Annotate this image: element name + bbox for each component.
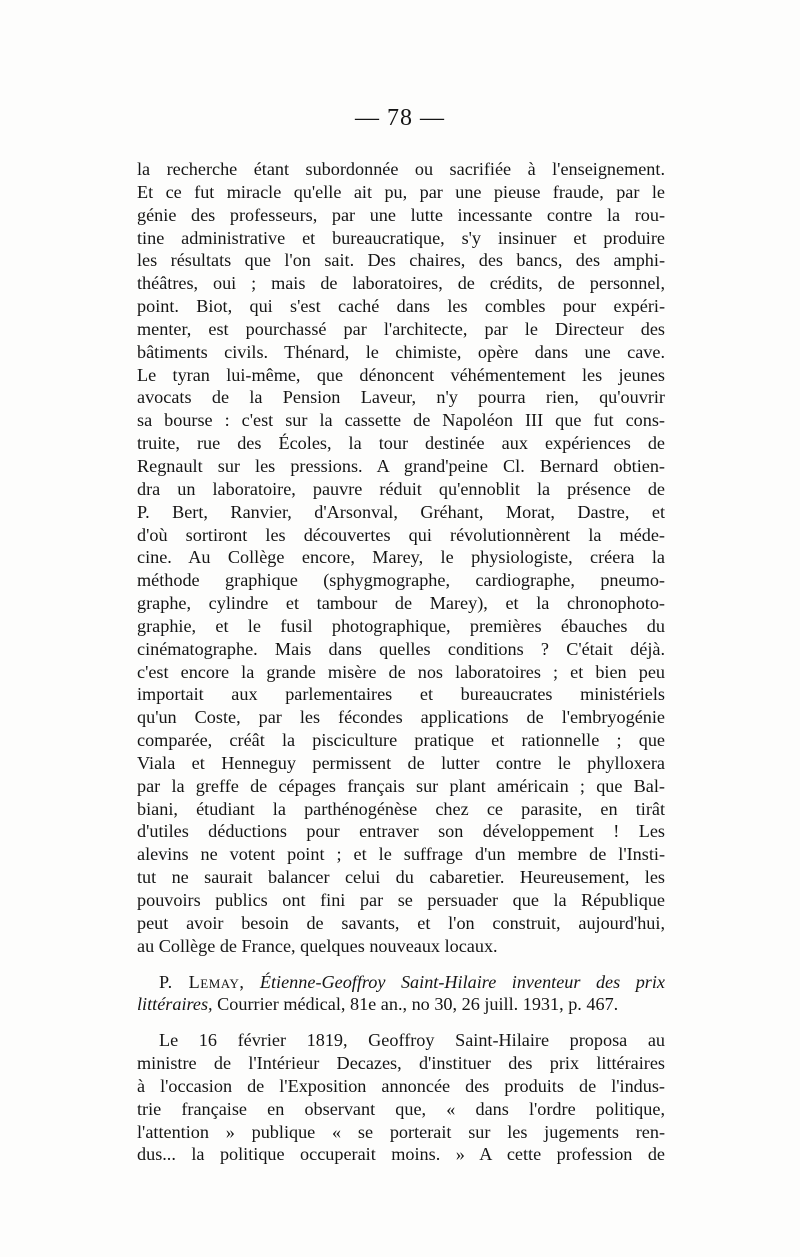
- text-line: au Collège de France, quelques nouveaux locaux.: [137, 935, 498, 956]
- text-line: tine administrative et bureaucratique, s'y insinuer et produire: [137, 227, 665, 248]
- text-line: l'attention » publique « se porterait sur les jugements ren-: [137, 1121, 665, 1142]
- text-line: point. Biot, qui s'est caché dans les combles pour expéri-: [137, 296, 665, 317]
- text-line: à l'occasion de l'Exposition annoncée des produits de l'indus-: [137, 1075, 665, 1096]
- paragraph-gap: [137, 1016, 665, 1029]
- paragraph-1: [137, 158, 665, 958]
- text-line: Viala et Henneguy permissent de lutter contre le phylloxera: [137, 752, 665, 773]
- text-line: ministre de l'Intérieur Decazes, d'instituer des prix littéraires: [137, 1053, 665, 1074]
- text-line: par la greffe de cépages français sur plant américain ; que Bal-: [137, 775, 665, 796]
- text-line: P. Bert, Ranvier, d'Arsonval, Gréhant, Morat, Dastre, et: [137, 501, 665, 522]
- text-line: peut avoir besoin de savants, et l'on construit, aujourd'hui,: [137, 912, 665, 933]
- bibliographic-reference: [137, 971, 665, 1017]
- text-line: dus... la politique occuperait moins. » A cette profession de: [137, 1144, 665, 1165]
- text-line: Regnault sur les pressions. A grand'peine Cl. Bernard obtien-: [137, 455, 665, 476]
- text-line: cine. Au Collège encore, Marey, le physiologiste, créera la: [137, 547, 665, 568]
- text-line: Le tyran lui-même, que dénoncent véhémentement les jeunes: [137, 364, 665, 385]
- text-line: pouvoirs publics ont fini par se persuader que la République: [137, 890, 665, 910]
- text-line: théâtres, oui ; mais de laboratoires, de crédits, de personnel,: [137, 273, 665, 294]
- text-line: d'où sortiront les découvertes qui révolutionnèrent la méde-: [137, 524, 665, 545]
- reference-title-end: littéraires,: [137, 994, 213, 1015]
- text-line: c'est encore la grande misère de nos laboratoires ; et bien peu: [137, 661, 665, 682]
- text-line: tut ne saurait balancer celui du cabaretier. Heureusement, les: [137, 867, 665, 888]
- text-line: sa bourse : c'est sur la cassette de Napoléon III que fut cons-: [137, 410, 665, 431]
- text-line: Et ce fut miracle qu'elle ait pu, par une pieuse fraude, par le: [137, 181, 665, 202]
- text-line: importait aux parlementaires et bureaucrates ministériels: [137, 684, 665, 705]
- text-line: comparée, créât la pisciculture pratique et rationnelle ; que: [137, 730, 665, 751]
- text-line: génie des professeurs, par une lutte incessante contre la rou-: [137, 204, 665, 225]
- reference-title: Étienne-Geoffroy Saint-Hilaire inventeur des prix: [259, 971, 665, 992]
- text-line: la recherche étant subordonnée ou sacrifiée à l'enseignement.: [137, 159, 665, 179]
- text-line: menter, est pourchassé par l'architecte, par le Directeur des: [137, 318, 665, 339]
- paragraph-gap: [137, 958, 665, 971]
- text-line: truite, rue des Écoles, la tour destinée aux expériences de: [137, 433, 665, 454]
- text-line: qu'un Coste, par les fécondes applications de l'embryogénie: [137, 707, 665, 728]
- reference-author: P. Lemay,: [159, 971, 245, 992]
- paragraph-2: [137, 1029, 665, 1166]
- text-line: Le 16 février 1819, Geoffroy Saint-Hilaire proposa au: [159, 1030, 665, 1051]
- reference-line-2: [137, 993, 665, 1016]
- reference-line-1: [137, 971, 665, 994]
- text-line: méthode graphique (sphygmographe, cardiographe, pneumo-: [137, 570, 665, 591]
- reference-source: Courrier médical, 81e an., no 30, 26 juill. 1931, p. 467.: [217, 994, 619, 1015]
- text-line: graphie, et le fusil photographique, premières ébauches du: [137, 615, 665, 636]
- text-line: alevins ne votent point ; et le suffrage d'un membre de l'Insti-: [137, 844, 665, 865]
- text-line: graphe, cylindre et tambour de Marey), et la chronophoto-: [137, 593, 665, 614]
- page-number: — 78 —: [355, 105, 445, 131]
- text-line: les résultats que l'on sait. Des chaires, des bancs, des amphi-: [137, 250, 665, 271]
- text-line: dra un laboratoire, pauvre réduit qu'ennoblit la présence de: [137, 478, 665, 499]
- body-text: [137, 158, 665, 1166]
- text-line: bâtiments civils. Thénard, le chimiste, opère dans une cave.: [137, 341, 665, 362]
- text-line: cinématographe. Mais dans quelles conditions ? C'était déjà.: [137, 638, 665, 659]
- text-line: d'utiles déductions pour entraver son développement ! Les: [137, 821, 665, 842]
- text-line: avocats de la Pension Laveur, n'y pourra rien, qu'ouvrir: [137, 387, 665, 408]
- text-line: biani, étudiant la parthénogénèse chez ce parasite, en tirât: [137, 798, 665, 819]
- text-line: trie française en observant que, « dans l'ordre politique,: [137, 1098, 665, 1119]
